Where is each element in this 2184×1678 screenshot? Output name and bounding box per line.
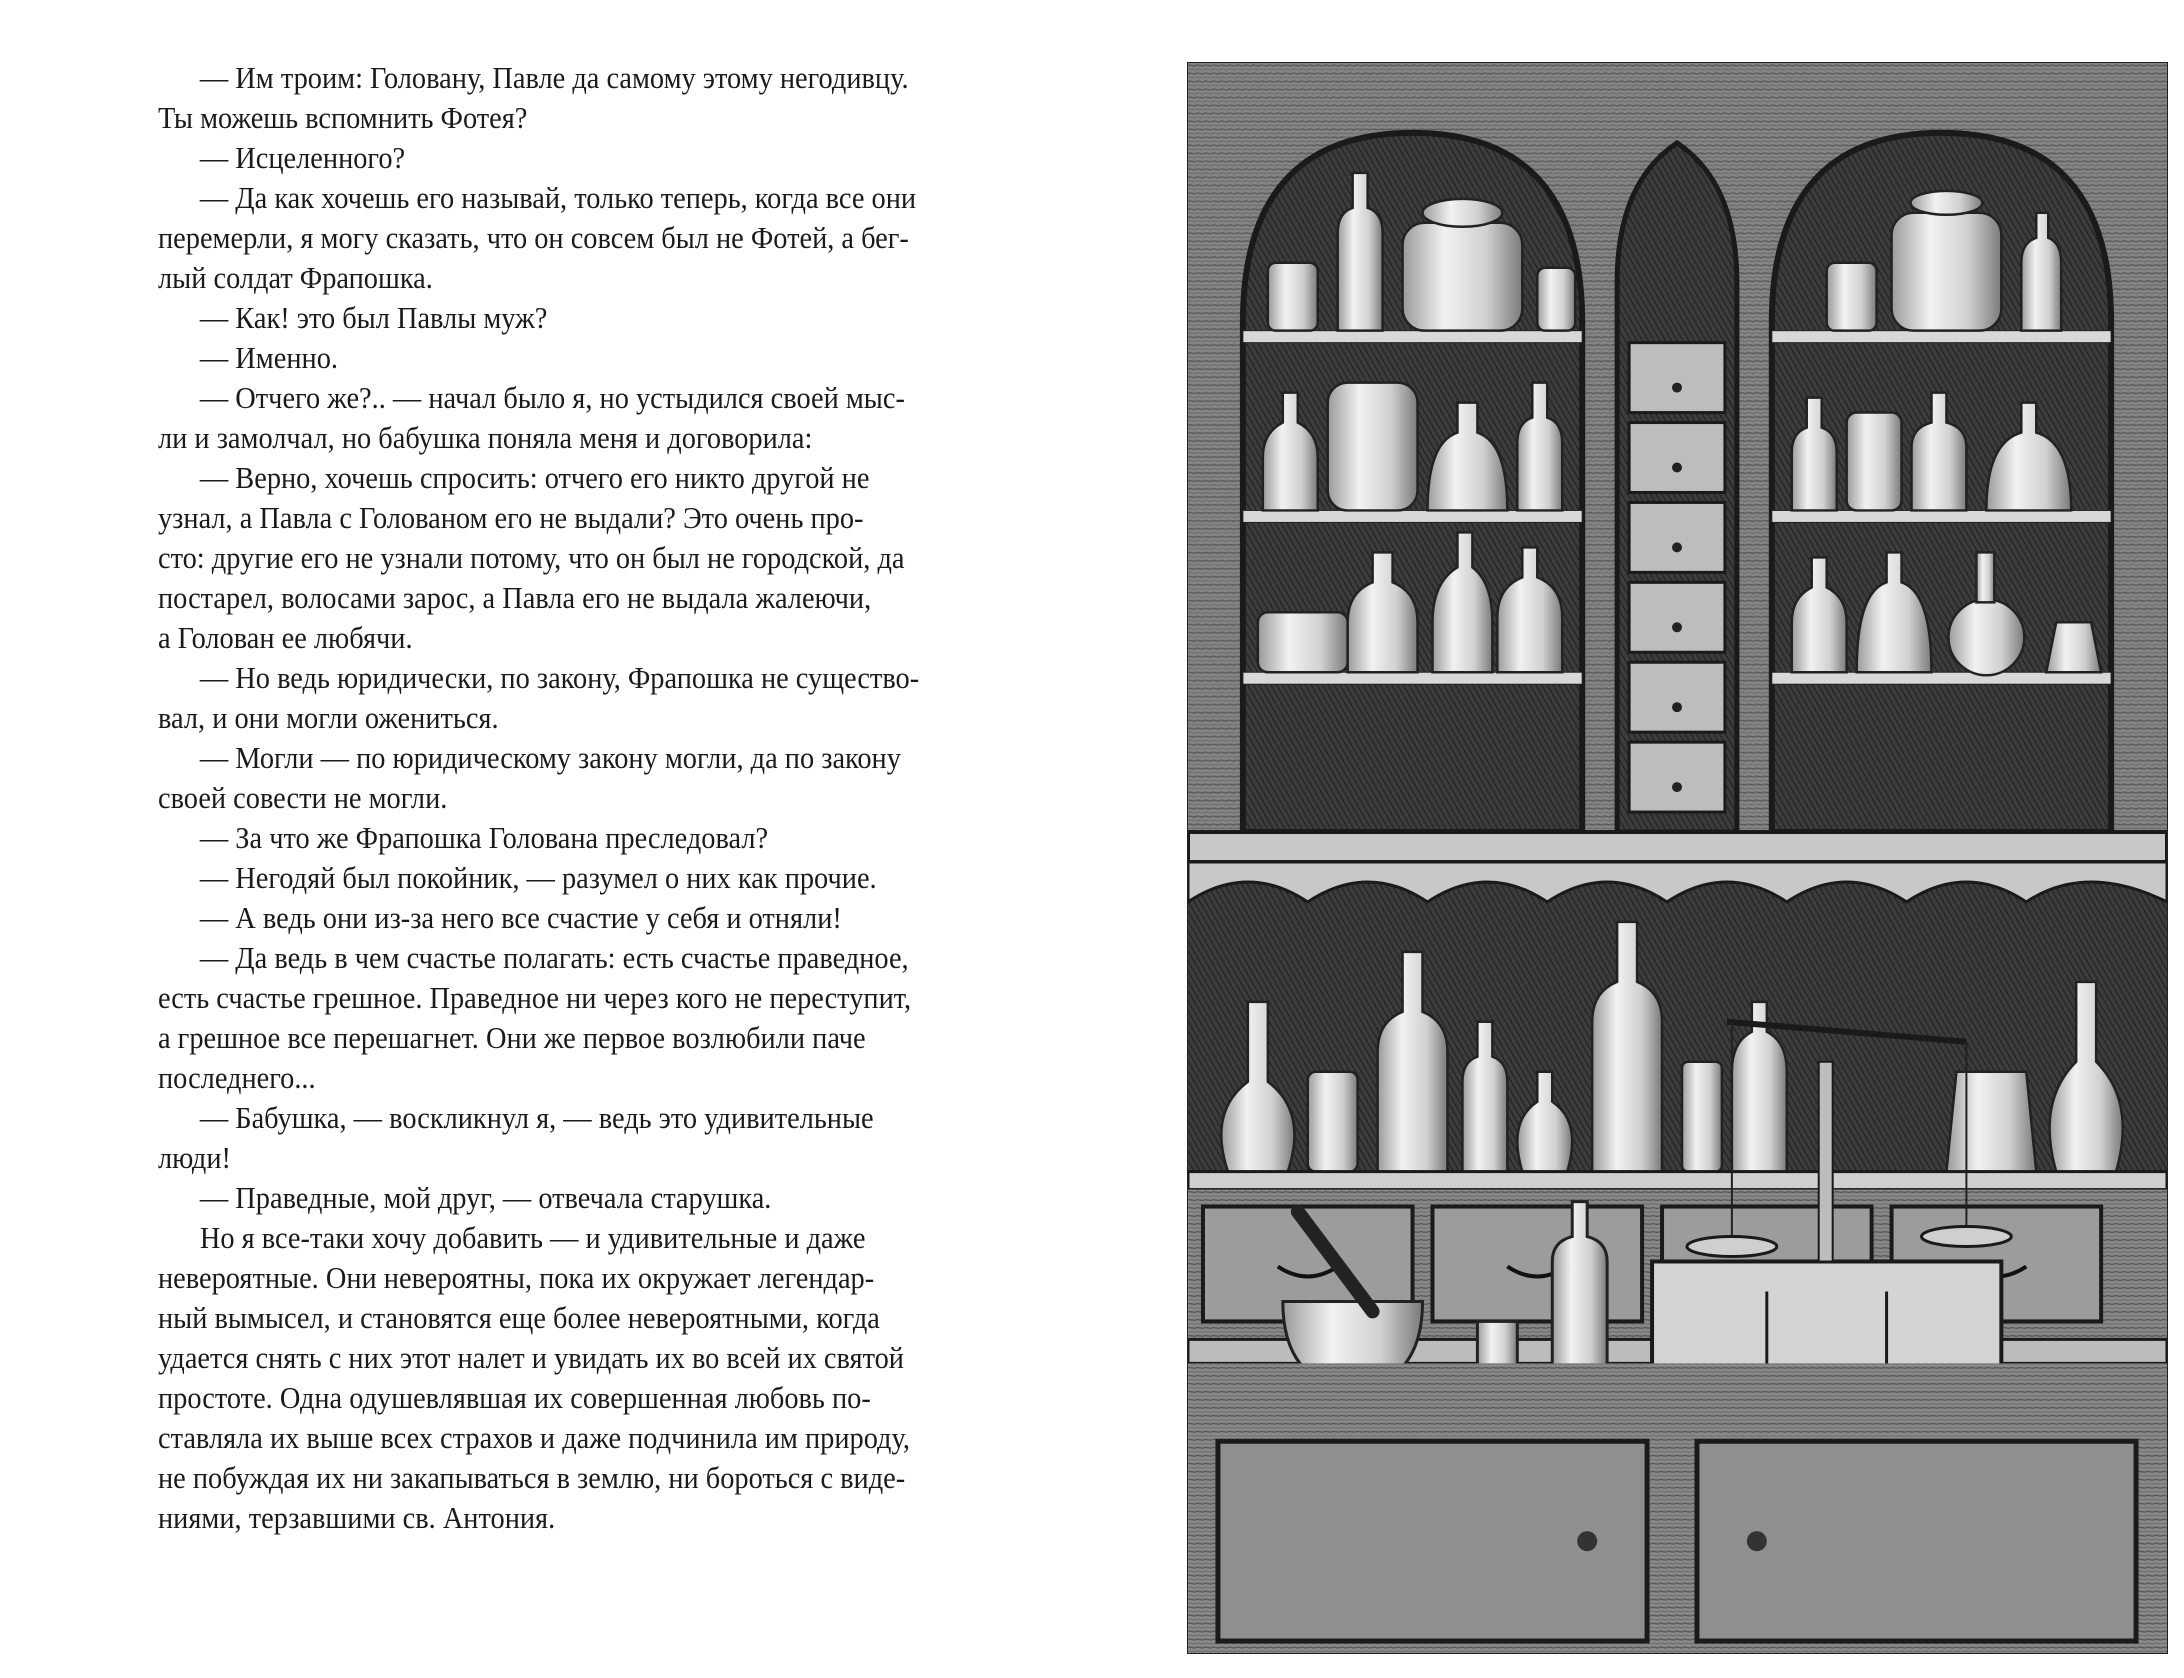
text-line: — А ведь они из-за него все счастие у себя и отняли!	[199, 901, 842, 935]
text-line: своей совести не могли.	[158, 781, 448, 815]
text-line: — Негодяй был покойник, — разумел о них как прочие.	[199, 861, 877, 895]
text-line: невероятные. Они невероятны, пока их окружает легендар-	[158, 1261, 875, 1295]
text-line: не побуждая их ни закапываться в землю, ни бороться с виде-	[158, 1461, 906, 1495]
text-line: — Да как хочешь его называй, только теперь, когда все они	[199, 181, 917, 215]
text-line: люди!	[158, 1141, 231, 1175]
shelf-left-1	[1243, 331, 1582, 343]
text-line: — Бабушка, — воскликнул я, — ведь это удивительные	[199, 1101, 874, 1135]
shelf-right-1	[1772, 331, 2111, 343]
text-line: есть счастье грешное. Праведное ни через кого не переступит,	[158, 981, 912, 1015]
lower-shelf	[1188, 1172, 2167, 1190]
text-line: Но я все-таки хочу добавить — и удивительные и даже	[199, 1221, 866, 1255]
text-line: — Верно, хочешь спросить: отчего его никто другой не	[199, 461, 870, 495]
text-line: удается снять с них этот налет и увидать их во всей их святой	[158, 1341, 904, 1375]
text-line: ный вымысел, и становятся еще более невероятными, когда	[158, 1301, 880, 1335]
shelf-right-2	[1772, 510, 2111, 522]
text-line: — Исцеленного?	[199, 141, 406, 175]
text-line: а грешное все перешагнет. Они же первое возлюбили паче	[158, 1021, 866, 1055]
text-line: — За что же Фрапошка Голована преследовал?	[199, 821, 769, 855]
text-line: — Но ведь юридически, по закону, Фрапошка не существо-	[199, 661, 920, 695]
text-line: перемерли, я могу сказать, что он совсем был не Фотей, а бег-	[158, 221, 909, 255]
door-knob-left	[1577, 1531, 1597, 1551]
text-line: — Могли — по юридическому закону могли, да по закону	[199, 741, 901, 775]
scale-box	[1652, 1261, 2001, 1371]
shelf-left-3	[1243, 672, 1582, 684]
text-line: Ты можешь вспомнить Фотея?	[158, 101, 528, 135]
scale-pan-right	[1922, 1227, 2012, 1247]
shelf-left-2	[1243, 510, 1582, 522]
text-line: постарел, волосами зарос, а Павла его не выдала жалеючи,	[158, 581, 872, 615]
text-column	[158, 58, 930, 1538]
text-line: узнал, а Павла с Голованом его не выдали? Это очень про-	[158, 501, 864, 535]
text-line: ставляла их выше всех страхов и даже подчинила им природу,	[158, 1421, 910, 1455]
text-line: — Праведные, мой друг, — отвечала старушка.	[199, 1181, 772, 1215]
scale-post	[1819, 1062, 1833, 1262]
text-line: — Отчего же?.. — начал было я, но устыдился своей мыс-	[199, 381, 905, 415]
text-line: — Им троим: Головану, Павле да самому этому негодивцу.	[199, 61, 909, 95]
text-line: простоте. Одна одушевлявшая их совершенная любовь по-	[158, 1381, 871, 1415]
text-line: а Голован ее любячи.	[158, 621, 413, 655]
text-line: лый солдат Фрапошка.	[158, 261, 433, 295]
apothecary-illustration	[1187, 62, 2168, 1654]
text-line: ниями, терзавшими св. Антония.	[158, 1501, 556, 1535]
cornice	[1188, 832, 2167, 862]
text-line: сто: другие его не узнали потому, что он был не городской, да	[158, 541, 905, 575]
scale-pan-left	[1687, 1237, 1777, 1257]
shelf-right-3	[1772, 672, 2111, 684]
illustration-svg	[1188, 63, 2167, 1653]
text-line: — Именно.	[199, 341, 338, 375]
text-line: вал, и они могли ожениться.	[158, 701, 499, 735]
text-line: ли и замолчал, но бабушка поняла меня и договорила:	[158, 421, 813, 455]
door-knob-right	[1747, 1531, 1767, 1551]
text-line: последнего...	[158, 1061, 316, 1095]
text-line: — Как! это был Павлы муж?	[199, 301, 548, 335]
text-line: — Да ведь в чем счастье полагать: есть счастье праведное,	[199, 941, 909, 975]
